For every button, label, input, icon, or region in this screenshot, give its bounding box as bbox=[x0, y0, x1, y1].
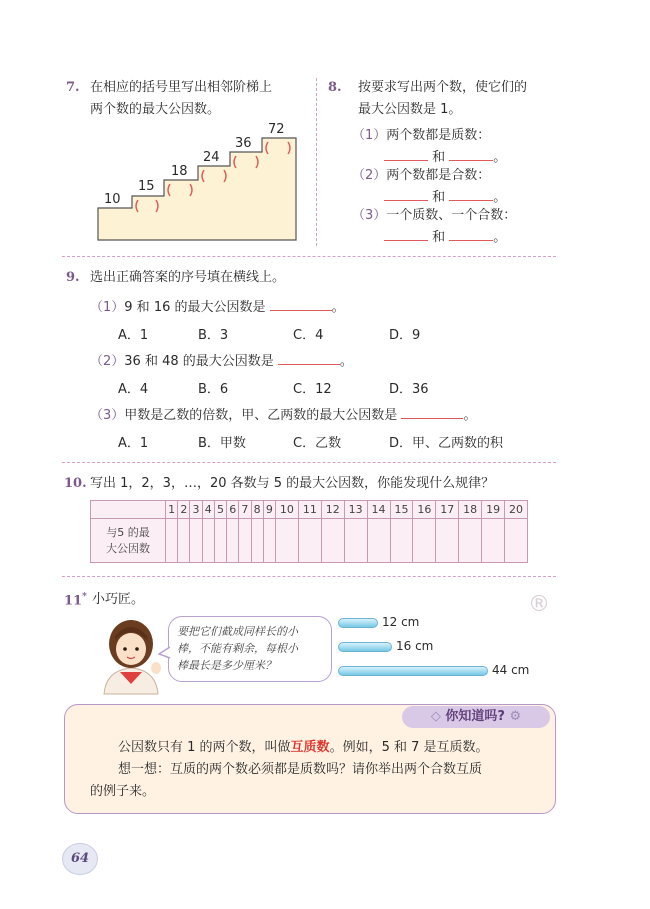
gcd-col-5: 5 bbox=[214, 501, 226, 519]
q8-item-1-label: （1） bbox=[352, 128, 387, 143]
page-number: 64 bbox=[62, 843, 98, 875]
q9-2-option-d: D．36 bbox=[389, 382, 429, 397]
gcd-cell[interactable] bbox=[227, 519, 239, 563]
gcd-col-18: 18 bbox=[459, 501, 482, 519]
gcd-col-2: 2 bbox=[178, 501, 190, 519]
gcd-cell[interactable] bbox=[367, 519, 390, 563]
q9-3-option-c: C．乙数 bbox=[293, 436, 342, 451]
q11-number-value: 11 bbox=[64, 593, 83, 609]
q10-number: 10. bbox=[64, 476, 87, 491]
q8-item-1-blank-a[interactable] bbox=[384, 146, 428, 161]
q9-item-1-text: 9 和 16 的最大公因数是 bbox=[124, 300, 266, 315]
q8-item-1-end: 。 bbox=[493, 150, 507, 165]
step-value-5: 36 bbox=[235, 136, 252, 151]
gcd-col-20: 20 bbox=[505, 501, 528, 519]
q9-item-1-label: （1） bbox=[90, 300, 125, 315]
gcd-table-header-row bbox=[91, 501, 528, 519]
did-you-know-line2: 想一想：互质的两个数必须都是质数吗？请你举出两个合数互质 bbox=[118, 762, 483, 777]
q11-title: 小巧匠。 bbox=[92, 592, 145, 607]
q11-star: * bbox=[82, 592, 87, 602]
gcd-cell[interactable] bbox=[202, 519, 214, 563]
speech-bubble-line3: 棒最长是多少厘米？ bbox=[177, 659, 276, 672]
gcd-cell[interactable] bbox=[459, 519, 482, 563]
gcd-cell[interactable] bbox=[239, 519, 251, 563]
stick-12cm-label: 12 cm bbox=[382, 615, 420, 629]
did-you-know-line1-a: 公因数只有 1 的两个数，叫做 bbox=[118, 740, 291, 755]
q8-item-1-blank-b[interactable] bbox=[449, 146, 493, 161]
q7-number: 7. bbox=[66, 80, 80, 95]
q8-item-1-answer bbox=[384, 146, 506, 168]
gcd-cell[interactable] bbox=[505, 519, 528, 563]
gcd-cell[interactable] bbox=[321, 519, 344, 563]
gcd-col-4: 4 bbox=[202, 501, 214, 519]
gcd-table bbox=[90, 500, 528, 563]
gcd-table-answer-row bbox=[91, 519, 528, 563]
q8-item-3 bbox=[352, 206, 516, 226]
section-divider-2 bbox=[62, 462, 556, 463]
q8-item-1 bbox=[352, 126, 490, 146]
gcd-cell[interactable] bbox=[344, 519, 367, 563]
q9-1-option-d: D．9 bbox=[389, 328, 421, 343]
q9-1-option-a: A．1 bbox=[118, 328, 149, 343]
badge-diamond-icon: ◇ bbox=[430, 709, 441, 724]
q8-item-3-label: （3） bbox=[352, 208, 387, 223]
gcd-cell[interactable] bbox=[263, 519, 275, 563]
q8-item-2-and: 和 bbox=[432, 190, 446, 205]
column-divider bbox=[316, 78, 317, 246]
q9-2-option-c: C．12 bbox=[293, 382, 332, 397]
q8-line2: 最大公因数是 1。 bbox=[358, 102, 462, 117]
q9-2-option-b: B．6 bbox=[198, 382, 229, 397]
gcd-cell[interactable] bbox=[436, 519, 459, 563]
gcd-col-16: 16 bbox=[413, 501, 436, 519]
q8-item-1-and: 和 bbox=[432, 150, 446, 165]
q9-item-2-text: 36 和 48 的最大公因数是 bbox=[124, 354, 274, 369]
gcd-col-12: 12 bbox=[321, 501, 344, 519]
gcd-col-3: 3 bbox=[190, 501, 202, 519]
step-value-2: 15 bbox=[138, 179, 155, 194]
q9-item-3-text: 甲数是乙数的倍数，甲、乙两数的最大公因数是 bbox=[124, 408, 398, 423]
q9-1-option-c: C．4 bbox=[293, 328, 324, 343]
gcd-cell[interactable] bbox=[390, 519, 413, 563]
q9-3-option-a: A．1 bbox=[118, 436, 149, 451]
q9-2-option-a: A．4 bbox=[118, 382, 149, 397]
gcd-cell[interactable] bbox=[275, 519, 298, 563]
section-divider-3 bbox=[62, 576, 556, 577]
gcd-col-9: 9 bbox=[263, 501, 275, 519]
gcd-table-corner bbox=[91, 501, 166, 519]
gcd-row-header bbox=[91, 519, 166, 563]
stick-44cm-label: 44 cm bbox=[492, 663, 530, 677]
speech-bubble-line2: 棒，不能有剩余，每根小 bbox=[177, 642, 298, 655]
badge-gear-icon: ⚙ bbox=[509, 709, 522, 724]
q9-item-2-label: （2） bbox=[90, 354, 125, 369]
gcd-cell[interactable] bbox=[251, 519, 263, 563]
gcd-col-19: 19 bbox=[482, 501, 505, 519]
q9-1-option-b: B．3 bbox=[198, 328, 229, 343]
gcd-col-7: 7 bbox=[239, 501, 251, 519]
q8-item-3-answer bbox=[384, 226, 506, 248]
section-divider-1 bbox=[62, 256, 556, 257]
q9-item-2-blank[interactable] bbox=[278, 350, 340, 365]
q9-item-1-blank[interactable] bbox=[270, 296, 332, 311]
step-value-4: 24 bbox=[203, 150, 220, 165]
q9-item-3-label: （3） bbox=[90, 408, 125, 423]
q9-item-3-end: 。 bbox=[463, 408, 477, 423]
q8-item-2-blank-b[interactable] bbox=[449, 186, 493, 201]
gcd-cell[interactable] bbox=[190, 519, 202, 563]
q9-item-3-blank[interactable] bbox=[401, 404, 463, 419]
q7-line1: 在相应的括号里写出相邻阶梯上 bbox=[90, 80, 273, 95]
gcd-col-8: 8 bbox=[251, 501, 263, 519]
q8-item-2-answer bbox=[384, 186, 506, 208]
gcd-col-17: 17 bbox=[436, 501, 459, 519]
gcd-col-10: 10 bbox=[275, 501, 298, 519]
stick-12cm bbox=[338, 618, 378, 628]
did-you-know-line1-b: 。例如，5 和 7 是互质数。 bbox=[329, 740, 489, 755]
step-value-1: 10 bbox=[104, 192, 121, 207]
q8-item-3-and: 和 bbox=[432, 230, 446, 245]
did-you-know-badge bbox=[402, 706, 550, 728]
q8-item-2-text: 两个数都是合数： bbox=[386, 168, 491, 183]
gcd-col-13: 13 bbox=[344, 501, 367, 519]
registered-mark: ® bbox=[528, 592, 550, 617]
gcd-col-11: 11 bbox=[298, 501, 321, 519]
q8-item-2-blank-a[interactable] bbox=[384, 186, 428, 201]
did-you-know-line1 bbox=[118, 738, 489, 758]
q8-item-3-blank-b[interactable] bbox=[449, 226, 493, 241]
speech-bubble-text bbox=[177, 623, 298, 674]
q9-item-1-end: 。 bbox=[331, 300, 345, 315]
speech-bubble bbox=[168, 616, 332, 682]
q8-item-3-end: 。 bbox=[493, 230, 507, 245]
q8-item-3-blank-a[interactable] bbox=[384, 226, 428, 241]
stick-44cm bbox=[338, 666, 488, 676]
did-you-know-line3: 的例子来。 bbox=[90, 784, 156, 799]
q7-line2: 两个数的最大公因数。 bbox=[90, 102, 221, 117]
q8-line1: 按要求写出两个数，使它们的 bbox=[358, 80, 528, 95]
gcd-row-header-line2: 大公因数 bbox=[106, 541, 150, 555]
stick-16cm bbox=[338, 642, 392, 652]
gcd-row-header-line1: 与5 的最 bbox=[106, 525, 150, 539]
q8-item-3-text: 一个质数、一个合数： bbox=[386, 208, 517, 223]
q9-item-1 bbox=[90, 296, 345, 318]
gcd-col-1: 1 bbox=[166, 501, 178, 519]
coprime-term: 互质数 bbox=[290, 740, 330, 755]
q8-number: 8. bbox=[328, 80, 342, 95]
q10-title: 写出 1，2，3，…，20 各数与 5 的最大公因数，你能发现什么规律？ bbox=[90, 476, 495, 491]
staircase-shape bbox=[98, 138, 296, 240]
q8-item-1-text: 两个数都是质数： bbox=[386, 128, 491, 143]
q8-item-2-end: 。 bbox=[493, 190, 507, 205]
gcd-cell[interactable] bbox=[178, 519, 190, 563]
q9-3-option-d: D．甲、乙两数的积 bbox=[389, 436, 504, 451]
q8-item-2-label: （2） bbox=[352, 168, 387, 183]
speech-bubble-tail bbox=[158, 646, 172, 660]
stick-16cm-label: 16 cm bbox=[396, 639, 434, 653]
gcd-cell[interactable] bbox=[298, 519, 321, 563]
gcd-cell[interactable] bbox=[413, 519, 436, 563]
q11-number bbox=[64, 592, 87, 608]
gcd-col-14: 14 bbox=[367, 501, 390, 519]
q9-item-2-end: 。 bbox=[339, 354, 353, 369]
gcd-col-15: 15 bbox=[390, 501, 413, 519]
gcd-cell[interactable] bbox=[166, 519, 178, 563]
q9-title: 选出正确答案的序号填在横线上。 bbox=[90, 270, 286, 285]
step-value-6: 72 bbox=[268, 122, 285, 137]
q9-number: 9. bbox=[66, 270, 80, 285]
q9-item-2 bbox=[90, 350, 353, 372]
step-value-3: 18 bbox=[171, 164, 188, 179]
q9-item-3 bbox=[90, 404, 476, 426]
did-you-know-title: 你知道吗? bbox=[445, 709, 505, 724]
gcd-col-6: 6 bbox=[227, 501, 239, 519]
gcd-cell[interactable] bbox=[482, 519, 505, 563]
gcd-cell[interactable] bbox=[214, 519, 226, 563]
speech-bubble-line1: 要把它们截成同样长的小 bbox=[177, 625, 298, 638]
q9-3-option-b: B．甲数 bbox=[198, 436, 246, 451]
q8-item-2 bbox=[352, 166, 490, 186]
girl-illustration-icon bbox=[94, 614, 168, 696]
